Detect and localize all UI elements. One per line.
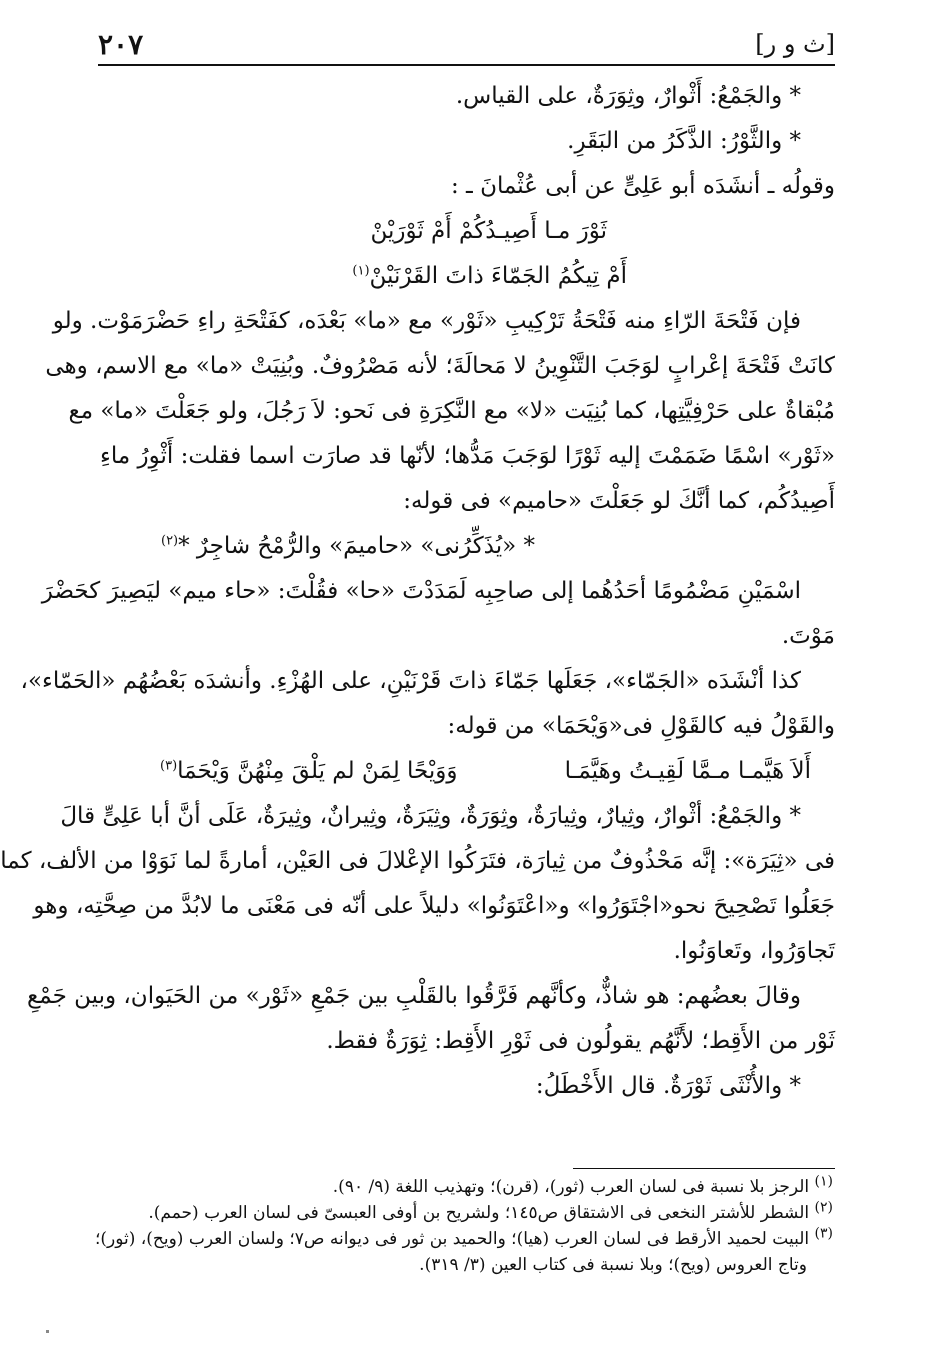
footnote xyxy=(100,1174,833,1200)
text-line: كذا أنْشَدَه «الجَمّاء»، جَعَلَها جَمّاءَ ذاتَ قَرْنَيْنِ، على الهُزْءِ. وأنشدَه بَعْضُهُم «الحَمّاء»، xyxy=(20,668,801,694)
footnote-ref: (١) xyxy=(352,263,370,279)
verse-line xyxy=(100,254,835,299)
text-line: اسْمَيْنِ مَضْمُومًا أحَدُهُما إلى صاحِبِه لَمَدَدْتَ «حا» فقُلْتَ: «حاء ميم» ليَصِيرَ كحَضْرَ xyxy=(41,578,801,604)
footnote xyxy=(94,1225,833,1252)
footnote-text: الرجز بلا نسبة فى لسان العرب (ثور)، (قرن)؛ وتهذيب اللغة (٩/ ٩٠). xyxy=(332,1177,810,1197)
text-line: * والثَّوْرُ: الذَّكَرُ من البَقَرِ. xyxy=(567,128,801,154)
text-line: تَجاوَرُوا، وتَعاوَنُوا. xyxy=(673,938,835,964)
verse-line: ثَوْرَ مـا أَصِيـدُكُمْ أَمْ ثَوْرَيْنْ xyxy=(370,218,607,244)
text-line: فى «ثِيَرَة»: إنَّه مَحْذُوفٌ من ثِيارَة، فتَرَكُوا الإعْلالَ فى العَيْن، أمارةً لما نَوَوْا من الألف، كما xyxy=(0,848,835,874)
text-line: وقالَ بعضُهم: هو شاذٌّ، وكأنَّهم فَرَّقُوا بالقَلْبِ بين جَمْعِ «ثَوْر» من الحَيَوان، وبين جَمْعِ xyxy=(27,983,801,1009)
text-line: مُبْقاةٌ على حَرْفِيَّتِها، كما بُنِيَت «لا» مع النَّكِرَةِ فى نَحو: لاَ رَجُلَ، ولو جَعَلْتَ «ما» مع xyxy=(68,398,835,424)
text-line: جَعَلُوا تَصْحِيحَ نحو«اجْتَوَرُوا» و«اعْتَوَنُوا» دليلاً على أنّه فى مَعْنَى ما لابُدَّ من صِحَّتِه، وهو xyxy=(33,893,835,919)
footnote-continuation xyxy=(100,1252,833,1278)
footnote-text: الشطر للأشتر النخعى فى الاشتقاق ص١٤٥؛ ولشريح بن أوفى العبسىّ فى لسان العرب (حمم). xyxy=(148,1203,810,1223)
text-line: وقولُه ـ أنشَدَه أبو عَلِىٍّ عن أبى عُثْمانَ ـ : xyxy=(450,173,835,199)
page-header xyxy=(98,22,835,66)
text-line: والقَوْلُ فيه كالقَوْلِ فى«وَيْحَمَا» من قوله: xyxy=(447,713,835,739)
text-line: أَصِيدُكُم، كما أنَّكَ لو جَعَلْتَ «حاميم» فى قوله: xyxy=(403,488,835,514)
footnote-number: (٢) xyxy=(814,1199,833,1216)
page-number: ٢٠٧ xyxy=(98,27,144,61)
verse-text: وَوَيْحًا لِمَنْ لم يَلْقَ مِنْهُنَّ وَيْحَمَا xyxy=(177,758,458,784)
verse-hemistich-first: أَلاَ هَيَّمـا مـمَّا لَقِيـتُ وهَيَّمَـا xyxy=(564,758,811,784)
footnote-number: (١) xyxy=(814,1173,833,1190)
footnote-text: البيت لحميد الأرقط فى لسان العرب (هيا)؛ والحميد بن ثور فى ديوانه ص٧؛ ولسان العرب (ويح)، (ثور)؛ xyxy=(94,1229,810,1249)
root-heading: [ث و ر] xyxy=(755,30,835,58)
verse-hemistich-second xyxy=(160,749,458,794)
text-line: * والجَمْعُ: أثْوارٌ، وثِيارٌ، وثِيارَةٌ، وثِوَرَةٌ، وثِيَرَةٌ، وثِيرانٌ، وثِيرَةٌ، عَلَى أنَّ أبا عَلِىٍّ قالَ xyxy=(60,803,801,829)
text-line: كانَتْ فَتْحَةَ إعْرابٍ لوَجَبَ التَّنْوِينُ لا مَحالَةَ؛ لأنه مَصْرُوفٌ. وبُنِيَتْ «ما» مع الاسم، وهى xyxy=(45,353,835,379)
text-line: * والجَمْعُ: أَثْوارٌ، وثِوَرَةٌ، على القياس. xyxy=(455,83,801,109)
verse-text: * «يُذَكِّرُنى» «حاميمَ» والرُّمْحُ شاجِرٌ * xyxy=(178,533,535,559)
footnote-ref: (٣) xyxy=(160,758,178,774)
footnote-number: (٣) xyxy=(814,1225,833,1242)
footnote-divider xyxy=(573,1168,835,1169)
text-line: «ثَوْر» اسْمًا ضَمَمْتَ إليه ثَوْرًا لوَجَبَ مَدُّها؛ لأنّها قد صارَت اسما فقلت: أَثْوِرُ ماءِ xyxy=(100,443,835,469)
verse-couplet xyxy=(100,749,835,794)
header-divider xyxy=(98,64,835,66)
text-line: * والأُنْثَى ثَوْرَةٌ. قال الأَخْطَلُ: xyxy=(535,1073,801,1099)
verse-text: أَمْ تِيكُمُ الجَمّاءَ ذاتَ القَرْنَيْنْ xyxy=(369,263,627,289)
main-text xyxy=(0,74,835,1109)
footnote-text: وتاج العروس (ويح)؛ وبلا نسبة فى كتاب العين (٣/ ٣١٩). xyxy=(419,1255,807,1275)
text-line: مَوْتَ. xyxy=(781,623,835,649)
footnotes xyxy=(94,1173,833,1278)
text-line: فإن فَتْحَةَ الرّاءِ منه فَتْحَةُ تَرْكِيبِ «ثَوْر» مع «ما» بَعْدَه، كفَتْحَةِ راءِ حَضْرَمَوْت. ولو xyxy=(52,308,801,334)
text-line: ثَوْر من الأَقِط؛ لأَنَّهُم يقولُون فى ثَوْرِ الأَقِط: ثِوَرَةٌ فقط. xyxy=(326,1028,835,1054)
footnote-ref: (٢) xyxy=(160,533,179,549)
verse-line xyxy=(100,524,835,569)
scan-speck xyxy=(46,1330,49,1333)
footnote xyxy=(100,1200,833,1226)
